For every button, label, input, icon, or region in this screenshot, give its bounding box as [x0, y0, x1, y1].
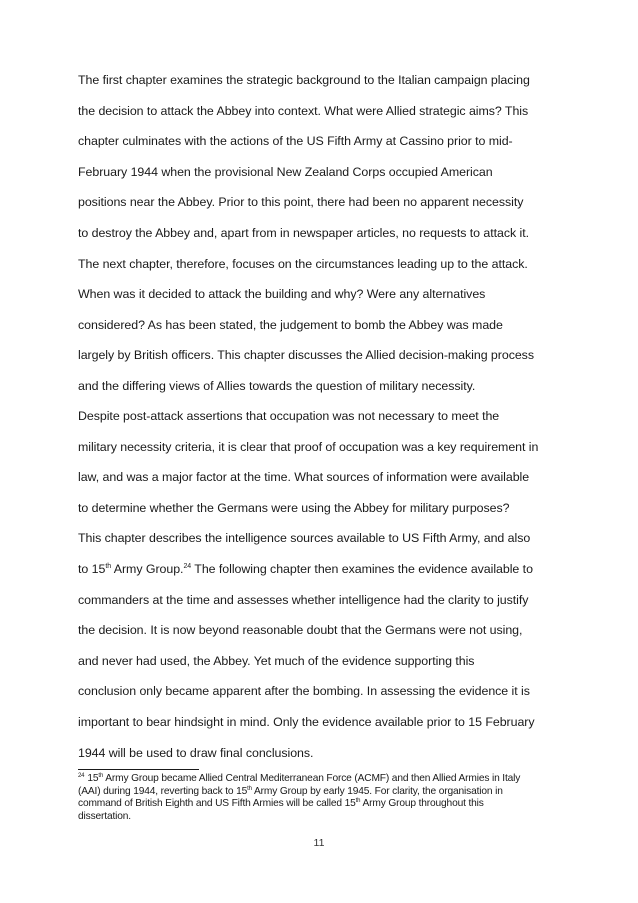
text-segment: 15 — [87, 773, 99, 784]
text-line: Despite post-attack assertions that occupation was not necessary to meet the — [78, 409, 500, 423]
footnote-line — [78, 786, 568, 799]
text-line: law, and was a major factor at the time. What sources of information were available — [78, 470, 530, 485]
text-line: February 1944 when the provisional New Zealand Corps occupied American — [78, 164, 493, 179]
text-segment: Army Group. — [111, 561, 184, 576]
text-line: The first chapter examines the strategic background to the Italian campaign placing — [78, 73, 530, 87]
footnote-reference[interactable]: 24 — [183, 562, 192, 570]
text-line: chapter culminates with the actions of the US Fifth Army at Cassino prior to mid- — [78, 134, 513, 149]
ordinal-suffix: th — [105, 562, 112, 570]
text-line: the decision. It is now beyond reasonable doubt that the Germans were not using, — [78, 623, 523, 638]
footnote-line: dissertation. — [78, 810, 131, 822]
text-segment: (AAI) during 1944, reverting back to 15 — [78, 785, 248, 797]
footnote-24 — [78, 773, 568, 823]
text-line: 1944 will be used to draw final conclusions. — [78, 745, 314, 760]
footnote-number: 24 — [78, 773, 85, 779]
text-line: commanders at the time and assesses whether intelligence had the clarity to justify — [78, 592, 529, 607]
text-line: largely by British officers. This chapter discusses the Allied decision-making process — [78, 348, 534, 363]
text-line: to determine whether the Germans were using the Abbey for military purposes? — [78, 500, 510, 515]
text-line: military necessity criteria, it is clear that proof of occupation was a key requirement in — [78, 439, 539, 454]
text-line: and never had used, the Abbey. Yet much of the evidence supporting this — [78, 653, 475, 668]
footnote-divider — [78, 769, 199, 770]
text-line: and the differing views of Allies towards the question of military necessity. — [78, 378, 476, 393]
text-line: This chapter describes the intelligence sources available to US Fifth Army, and also — [78, 531, 531, 546]
text-line: The next chapter, therefore, focuses on the circumstances leading up to the attack. — [78, 256, 528, 271]
text-line: considered? As has been stated, the judgement to bomb the Abbey was made — [78, 317, 503, 332]
text-segment: Army Group became Allied Central Mediterranean Force (ACMF) and then Allied Armies in Italy — [103, 773, 521, 784]
text-line: When was it decided to attack the building and why? Were any alternatives — [78, 287, 486, 302]
page-number: 11 — [313, 837, 325, 849]
ordinal-suffix: th — [98, 773, 104, 779]
text-line: important to bear hindsight in mind. Only the evidence available prior to 15 February — [78, 714, 535, 729]
text-line-with-footnote-ref — [78, 554, 564, 585]
paragraph-chapter-overview — [78, 65, 564, 402]
text-line: the decision to attack the Abbey into context. What were Allied strategic aims? This — [78, 103, 529, 118]
text-line: conclusion only became apparent after the bombing. In assessing the evidence it is — [78, 684, 530, 699]
ordinal-suffix: th — [355, 798, 361, 804]
text-segment: The following chapter then examines the evidence available to — [191, 561, 533, 576]
ordinal-suffix: th — [247, 785, 252, 792]
footnote-line — [78, 773, 568, 786]
footnote-line — [78, 798, 568, 811]
text-line: to destroy the Abbey and, apart from in newspaper articles, no requests to attack it. — [78, 225, 530, 240]
text-segment: command of British Eighth and US Fifth Armies will be called 15 — [78, 798, 356, 809]
text-segment: to 15 — [78, 561, 106, 576]
text-line: positions near the Abbey. Prior to this point, there had been no apparent necessity — [78, 195, 524, 210]
paragraph-intelligence-sources — [78, 401, 564, 768]
text-segment: Army Group throughout this — [360, 798, 484, 809]
text-segment: Army Group by early 1945. For clarity, the organisation in — [251, 785, 503, 797]
